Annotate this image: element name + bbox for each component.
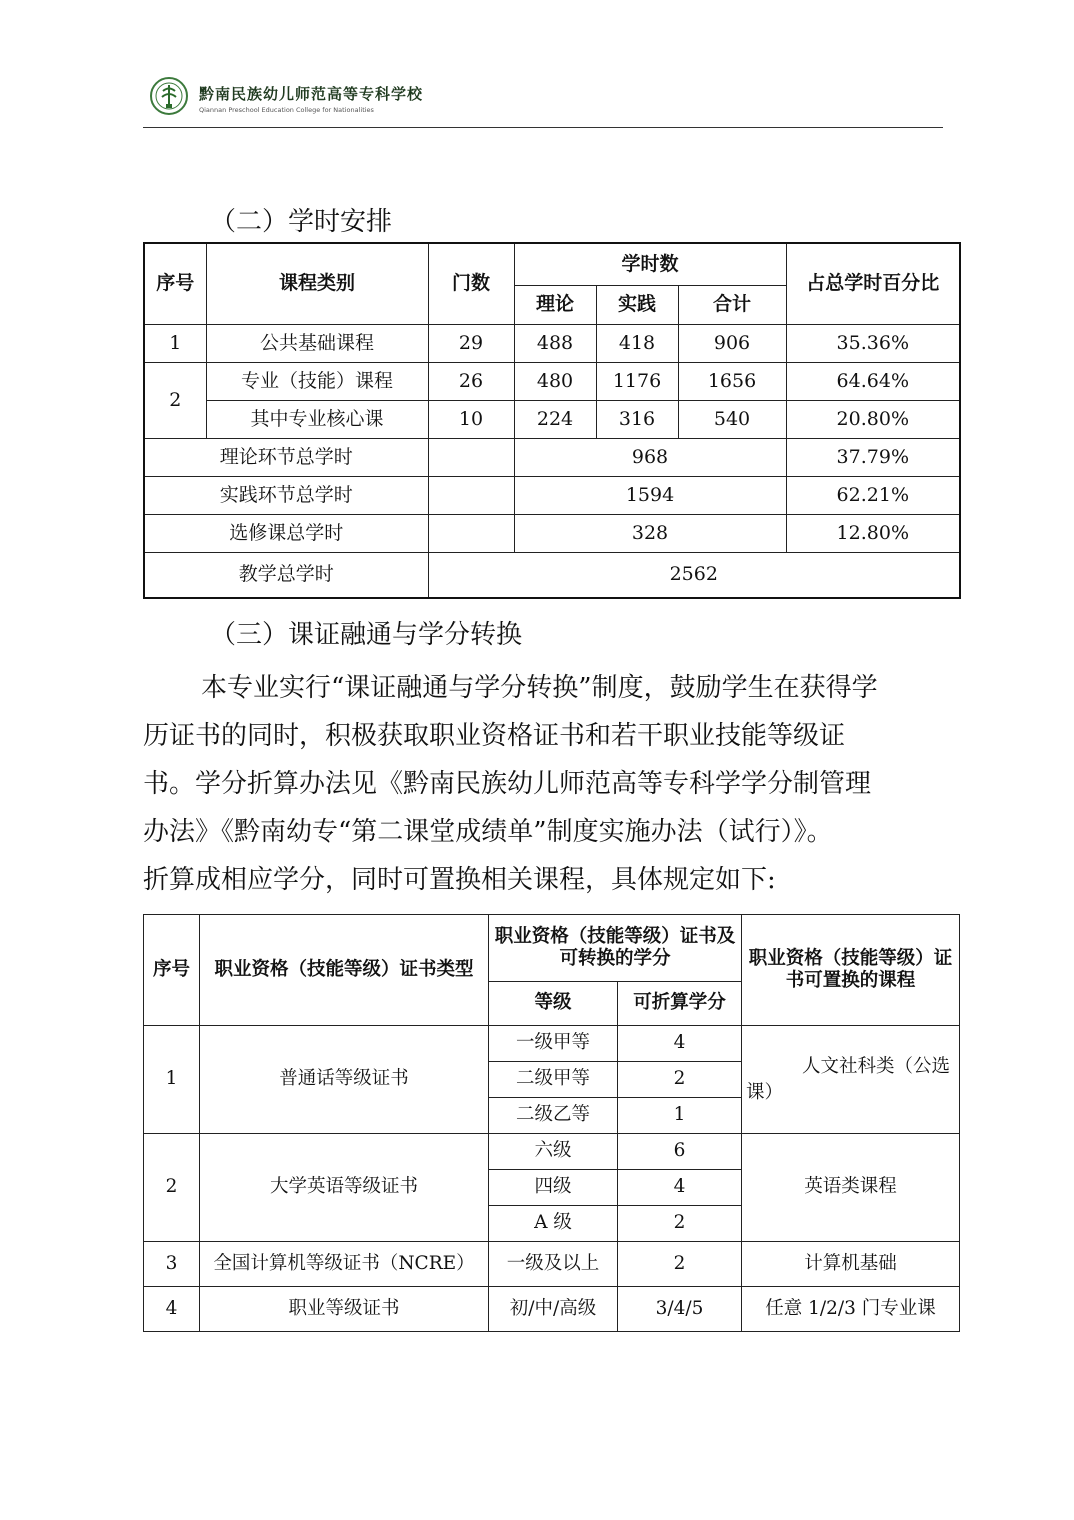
header-percent: 占总学时百分比 [786, 243, 960, 324]
cell-course [742, 1026, 960, 1134]
table-row [144, 1287, 960, 1332]
cell-course: 任意 1/2/3 门专业课 [742, 1287, 960, 1332]
cell-total: 1656 [678, 362, 786, 400]
header-level: 等级 [489, 982, 618, 1026]
cell-credits: 4 [618, 1026, 742, 1062]
header-no: 序号 [144, 915, 200, 1026]
cell-credits: 3/4/5 [618, 1287, 742, 1332]
cell-count: 29 [428, 324, 514, 362]
cell-category: 公共基础课程 [206, 324, 428, 362]
section-title-credits: （三）课证融通与学分转换 [210, 620, 523, 650]
cell-credits: 4 [618, 1170, 742, 1206]
summary-row [144, 438, 960, 476]
cell-credits: 2 [618, 1242, 742, 1287]
summary-empty [428, 476, 514, 514]
cell-level: 一级及以上 [489, 1242, 618, 1287]
summary-label: 实践环节总学时 [144, 476, 428, 514]
school-logo-icon [149, 76, 189, 116]
cell-no: 2 [144, 1134, 200, 1242]
cell-count: 10 [428, 400, 514, 438]
cell-total: 540 [678, 400, 786, 438]
cell-credits: 2 [618, 1062, 742, 1098]
cell-percent: 64.64% [786, 362, 960, 400]
certificate-table [143, 914, 960, 1332]
cell-level: A 级 [489, 1206, 618, 1242]
hours-table [143, 242, 961, 599]
cell-theory: 488 [514, 324, 596, 362]
cell-level: 一级甲等 [489, 1026, 618, 1062]
summary-value: 968 [514, 438, 786, 476]
cell-level: 初/中/高级 [489, 1287, 618, 1332]
paragraph-line: 历证书的同时，积极获取职业资格证书和若干职业技能等级证 [143, 721, 846, 751]
document-header [143, 70, 943, 128]
header-hours: 学时数 [514, 243, 786, 285]
cell-no: 3 [144, 1242, 200, 1287]
header-convertible: 职业资格（技能等级）证书及可转换的学分 [489, 915, 742, 982]
cell-course-text: 人文社科类（公选课） [746, 1055, 951, 1103]
header-theory: 理论 [514, 285, 596, 324]
grand-total-row [144, 552, 960, 598]
summary-value: 328 [514, 514, 786, 552]
summary-row [144, 476, 960, 514]
cell-level: 四级 [489, 1170, 618, 1206]
paragraph-line: 书。学分折算办法见《黔南民族幼儿师范高等专科学学分制管理 [143, 769, 872, 799]
cell-credits: 6 [618, 1134, 742, 1170]
summary-percent: 12.80% [786, 514, 960, 552]
cell-category: 专业（技能）课程 [206, 362, 428, 400]
grand-total-label: 教学总学时 [144, 552, 428, 598]
cell-category: 其中专业核心课 [206, 400, 428, 438]
table-row [144, 1134, 960, 1170]
table-row [144, 362, 960, 400]
summary-label: 理论环节总学时 [144, 438, 428, 476]
header-cert-type: 职业资格（技能等级）证书类型 [200, 915, 489, 1026]
cell-course: 英语类课程 [742, 1134, 960, 1242]
header-no: 序号 [144, 243, 206, 324]
cell-no: 1 [144, 1026, 200, 1134]
summary-empty [428, 438, 514, 476]
cell-cert: 普通话等级证书 [200, 1026, 489, 1134]
cell-cert: 职业等级证书 [200, 1287, 489, 1332]
header-category: 课程类别 [206, 243, 428, 324]
paragraph-line: 折算成相应学分，同时可置换相关课程，具体规定如下: [143, 865, 776, 895]
cell-no: 4 [144, 1287, 200, 1332]
paragraph-line: 本专业实行“课证融通与学分转换”制度，鼓励学生在获得学 [201, 673, 878, 703]
cell-level: 二级甲等 [489, 1062, 618, 1098]
school-name-en: Qiannan Preschool Education College for Nationalities [199, 106, 374, 114]
cell-credits: 1 [618, 1098, 742, 1134]
cell-practice: 1176 [596, 362, 678, 400]
paragraph-line: 办法》《黔南幼专“第二课堂成绩单”制度实施办法（试行）》。 [143, 817, 833, 847]
cell-level: 六级 [489, 1134, 618, 1170]
summary-value: 1594 [514, 476, 786, 514]
summary-percent: 62.21% [786, 476, 960, 514]
cell-total: 906 [678, 324, 786, 362]
cell-cert: 大学英语等级证书 [200, 1134, 489, 1242]
cell-cert: 全国计算机等级证书（NCRE） [200, 1242, 489, 1287]
header-credits: 可折算学分 [618, 982, 742, 1026]
header-replaceable: 职业资格（技能等级）证书可置换的课程 [742, 915, 960, 1026]
header-total: 合计 [678, 285, 786, 324]
summary-empty [428, 514, 514, 552]
cell-percent: 20.80% [786, 400, 960, 438]
header-divider [143, 127, 943, 128]
cell-count: 26 [428, 362, 514, 400]
cell-theory: 224 [514, 400, 596, 438]
cell-level: 二级乙等 [489, 1098, 618, 1134]
cell-no: 2 [144, 362, 206, 438]
table-row [144, 1026, 960, 1062]
header-count: 门数 [428, 243, 514, 324]
header-practice: 实践 [596, 285, 678, 324]
cell-practice: 418 [596, 324, 678, 362]
summary-label: 选修课总学时 [144, 514, 428, 552]
summary-percent: 37.79% [786, 438, 960, 476]
cell-practice: 316 [596, 400, 678, 438]
cell-percent: 35.36% [786, 324, 960, 362]
cell-credits: 2 [618, 1206, 742, 1242]
table-row [144, 324, 960, 362]
credits-paragraph [143, 664, 953, 904]
table-row [144, 400, 960, 438]
grand-total-value: 2562 [428, 552, 960, 598]
table-row [144, 1242, 960, 1287]
cell-no: 1 [144, 324, 206, 362]
section-title-hours: （二）学时安排 [210, 207, 393, 237]
cell-theory: 480 [514, 362, 596, 400]
cell-course: 计算机基础 [742, 1242, 960, 1287]
school-name-cn: 黔南民族幼儿师范高等专科学校 [199, 85, 424, 103]
summary-row [144, 514, 960, 552]
